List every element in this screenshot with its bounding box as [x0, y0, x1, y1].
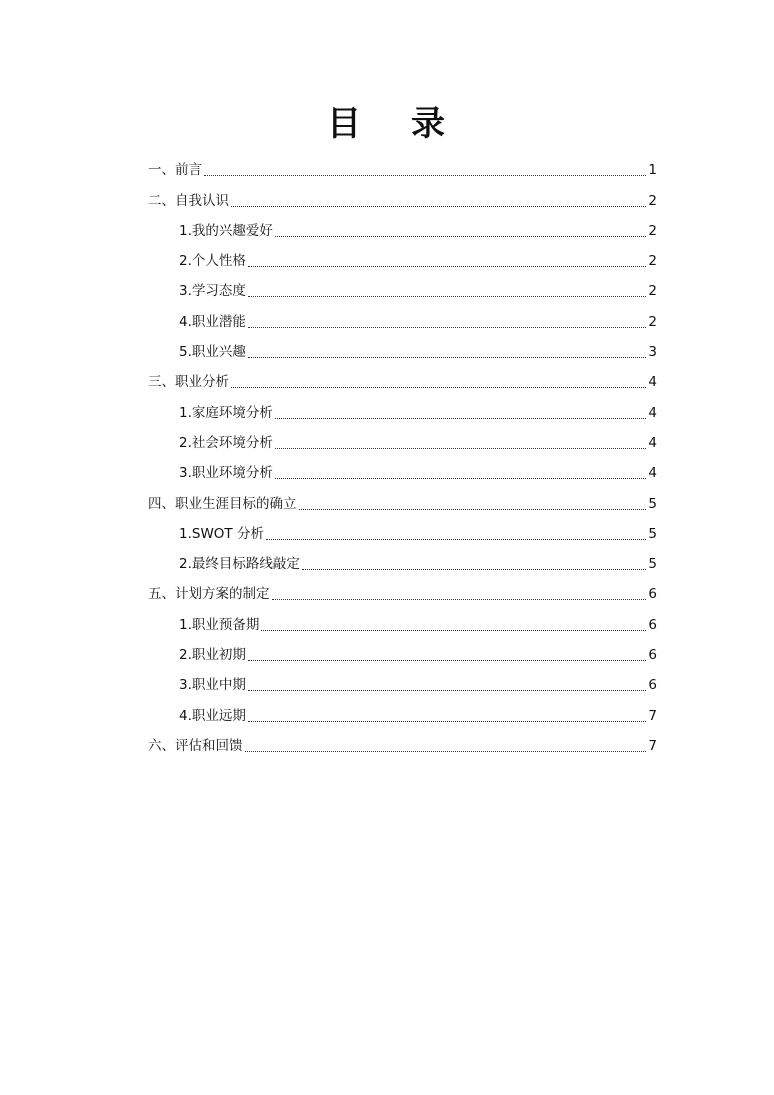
toc-entry-label: 3.职业环境分析	[179, 465, 273, 482]
toc-entry[interactable]	[148, 458, 657, 488]
toc-entry[interactable]	[148, 216, 657, 246]
toc-dot-leader	[248, 357, 647, 358]
toc-entry-page-number: 6	[648, 616, 657, 633]
toc-entry[interactable]	[148, 276, 657, 306]
toc-dot-leader	[275, 236, 647, 237]
toc-entry-label: 1.家庭环境分析	[179, 404, 273, 421]
toc-entry-label: 2.职业初期	[179, 647, 246, 664]
toc-entry-page-number: 4	[648, 404, 657, 421]
toc-dot-leader	[275, 418, 647, 419]
toc-entry-label: 1.我的兴趣爱好	[179, 222, 273, 239]
toc-title	[0, 100, 774, 148]
toc-dot-leader	[299, 509, 647, 510]
toc-entry-page-number: 6	[648, 677, 657, 694]
toc-entry-label: 3.学习态度	[179, 283, 246, 300]
toc-title-part1: 目	[327, 104, 363, 144]
toc-entry[interactable]	[148, 640, 657, 670]
toc-entry[interactable]	[148, 609, 657, 639]
toc-dot-leader	[272, 599, 647, 600]
toc-entry-label: 1.职业预备期	[179, 616, 260, 633]
toc-entry-page-number: 4	[648, 434, 657, 451]
toc-dot-leader	[266, 539, 646, 540]
toc-dot-leader	[275, 478, 647, 479]
toc-entry-page-number: 2	[648, 222, 657, 239]
toc-entry[interactable]	[148, 579, 657, 609]
toc-entry-page-number: 4	[648, 374, 657, 391]
toc-entry-label: 4.职业潜能	[179, 313, 246, 330]
toc-entry-page-number: 2	[648, 283, 657, 300]
toc-entry-label: 四、职业生涯目标的确立	[148, 495, 297, 512]
toc-entry-page-number: 6	[648, 586, 657, 603]
toc-entry-label: 5.职业兴趣	[179, 344, 246, 361]
toc-entry-label: 2.最终目标路线敲定	[179, 556, 300, 573]
toc-entry-page-number: 7	[648, 737, 657, 754]
toc-entry-page-number: 4	[648, 465, 657, 482]
toc-list	[148, 155, 657, 761]
toc-entry[interactable]	[148, 185, 657, 215]
toc-entry-label: 2.个人性格	[179, 253, 246, 270]
toc-entry-page-number: 1	[648, 162, 657, 179]
toc-dot-leader	[248, 327, 647, 328]
toc-title-part2: 录	[411, 104, 447, 144]
toc-dot-leader	[248, 660, 647, 661]
toc-entry[interactable]	[148, 306, 657, 336]
toc-entry[interactable]	[148, 549, 657, 579]
toc-entry-label: 1.SWOT 分析	[179, 525, 264, 542]
toc-dot-leader	[248, 721, 647, 722]
toc-entry[interactable]	[148, 397, 657, 427]
toc-entry-page-number: 7	[648, 707, 657, 724]
toc-entry-page-number: 2	[648, 192, 657, 209]
toc-entry-label: 二、自我认识	[148, 192, 229, 209]
toc-entry[interactable]	[148, 246, 657, 276]
toc-dot-leader	[231, 387, 646, 388]
toc-entry[interactable]	[148, 428, 657, 458]
toc-dot-leader	[231, 206, 646, 207]
toc-entry[interactable]	[148, 731, 657, 761]
toc-entry-label: 三、职业分析	[148, 374, 229, 391]
toc-dot-leader	[275, 448, 647, 449]
toc-entry-page-number: 2	[648, 313, 657, 330]
toc-entry-page-number: 5	[648, 525, 657, 542]
toc-dot-leader	[245, 751, 647, 752]
toc-entry-label: 3.职业中期	[179, 677, 246, 694]
toc-entry-page-number: 3	[648, 344, 657, 361]
toc-entry-label: 一、前言	[148, 162, 202, 179]
toc-entry-page-number: 5	[648, 495, 657, 512]
toc-entry-page-number: 6	[648, 647, 657, 664]
toc-entry[interactable]	[148, 700, 657, 730]
toc-dot-leader	[248, 296, 647, 297]
toc-dot-leader	[261, 630, 646, 631]
toc-entry[interactable]	[148, 519, 657, 549]
toc-entry[interactable]	[148, 367, 657, 397]
toc-entry[interactable]	[148, 488, 657, 518]
toc-entry-label: 六、评估和回馈	[148, 737, 243, 754]
toc-dot-leader	[204, 175, 646, 176]
toc-entry[interactable]	[148, 337, 657, 367]
toc-entry[interactable]	[148, 670, 657, 700]
toc-entry-label: 五、计划方案的制定	[148, 586, 270, 603]
toc-entry-page-number: 5	[648, 556, 657, 573]
toc-entry[interactable]	[148, 155, 657, 185]
toc-entry-label: 4.职业远期	[179, 707, 246, 724]
toc-entry-label: 2.社会环境分析	[179, 434, 273, 451]
toc-dot-leader	[248, 690, 647, 691]
toc-dot-leader	[248, 266, 647, 267]
toc-entry-page-number: 2	[648, 253, 657, 270]
toc-dot-leader	[302, 569, 647, 570]
